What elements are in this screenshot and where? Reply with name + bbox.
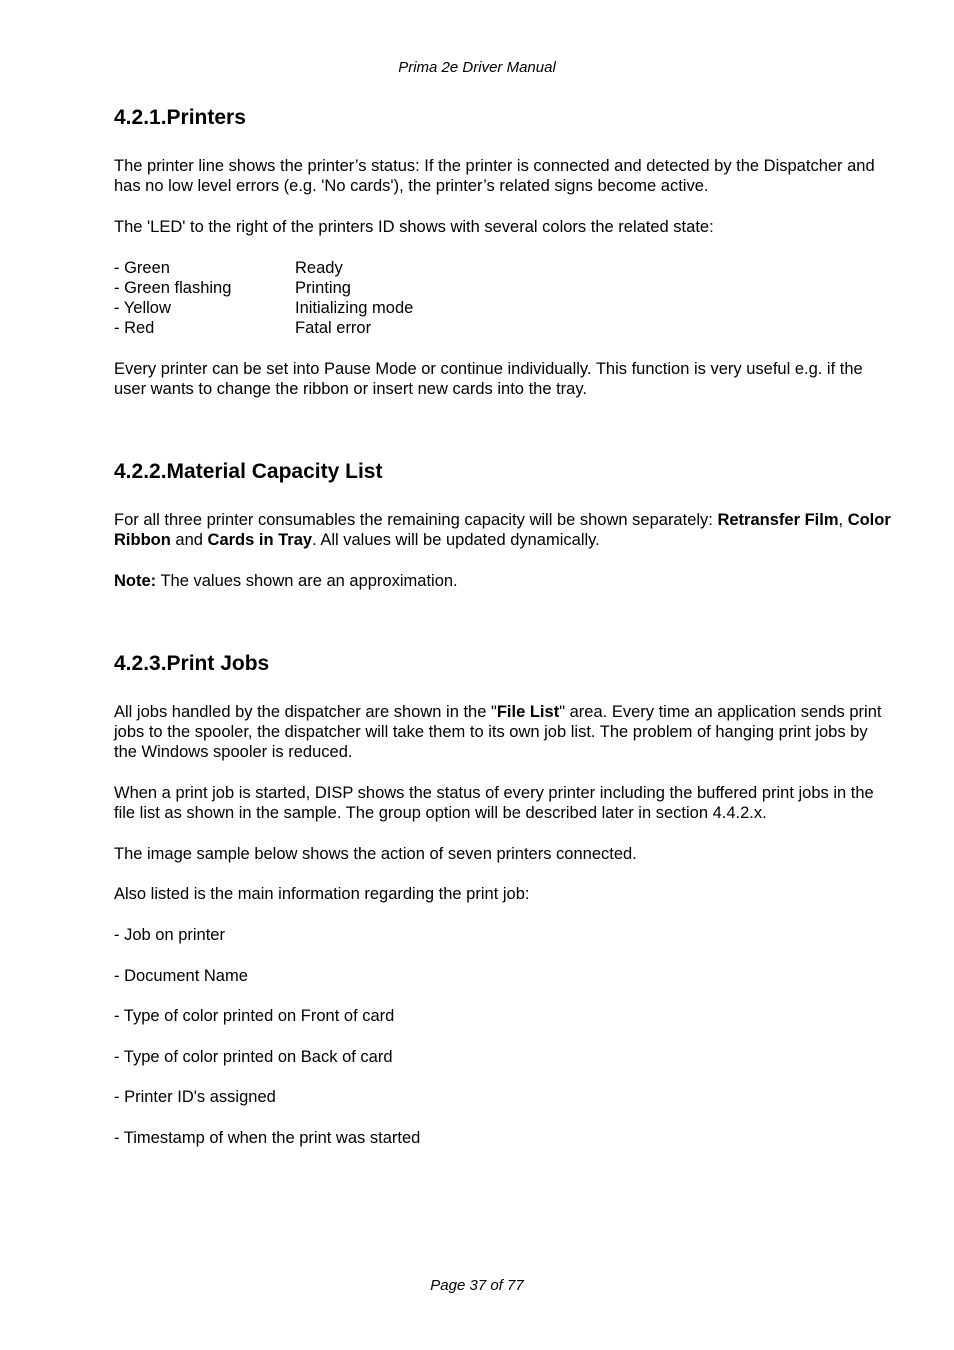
led-state-row bbox=[114, 298, 894, 318]
section-heading-print-jobs: 4.2.3.Print Jobs bbox=[114, 652, 270, 675]
printers-paragraph-3: Every printer can be set into Pause Mode or continue individually. This function is very useful e.g. if the user wants to change the ribbon or insert new cards into the tray. bbox=[114, 360, 863, 399]
led-color-label: - Green bbox=[114, 259, 170, 277]
page-header: Prima 2e Driver Manual bbox=[398, 59, 556, 76]
text-run: " area. Every time an application sends print jobs to the spooler, the dispatcher will take them to its own job list. The problem of hanging print jobs by the Windows spooler is reduced. bbox=[114, 703, 882, 762]
bold-term-file-list: File List bbox=[496, 703, 560, 721]
list-item: - Job on printer bbox=[114, 926, 225, 944]
led-color-label: - Red bbox=[114, 319, 155, 337]
text-run: , bbox=[838, 511, 848, 529]
led-state-value: Ready bbox=[295, 259, 343, 277]
printers-paragraph-1: The printer line shows the printer’s status: If the printer is connected and detected by the Dispatcher and has no low level errors (e.g. 'No cards'), the printer’s related signs become active. bbox=[114, 157, 875, 196]
led-state-row bbox=[114, 278, 894, 298]
led-state-value: Printing bbox=[295, 279, 351, 297]
jobs-paragraph-3: The image sample below shows the action of seven printers connected. bbox=[114, 845, 637, 863]
list-item: - Document Name bbox=[114, 967, 248, 985]
jobs-paragraph-4: Also listed is the main information regarding the print job: bbox=[114, 885, 530, 903]
list-item: - Printer ID's assigned bbox=[114, 1088, 276, 1106]
text-run: For all three printer consumables the remaining capacity will be shown separately: bbox=[114, 511, 718, 529]
led-state-row bbox=[114, 258, 894, 278]
bold-term-color-ribbon: Color Ribbon bbox=[114, 511, 891, 550]
material-paragraph-1 bbox=[114, 510, 894, 550]
material-note bbox=[114, 571, 894, 591]
section-heading-printers: 4.2.1.Printers bbox=[114, 106, 246, 129]
list-item: - Timestamp of when the print was started bbox=[114, 1129, 421, 1147]
text-run: . All values will be updated dynamically. bbox=[312, 531, 600, 550]
text-run: and bbox=[170, 531, 208, 550]
list-item: - Type of color printed on Front of card bbox=[114, 1007, 395, 1025]
bold-term-retransfer-film: Retransfer Film bbox=[717, 511, 839, 529]
led-state-row bbox=[114, 318, 894, 338]
section-heading-material: 4.2.2.Material Capacity List bbox=[114, 460, 383, 483]
led-state-value: Fatal error bbox=[295, 319, 372, 337]
bold-term-cards-in-tray: Cards in Tray bbox=[207, 531, 313, 550]
jobs-paragraph-1 bbox=[114, 702, 894, 763]
led-state-value: Initializing mode bbox=[295, 299, 414, 317]
page-number: Page 37 of 77 bbox=[430, 1277, 524, 1294]
note-text: The values shown are an approximation. bbox=[156, 572, 458, 590]
list-item: - Type of color printed on Back of card bbox=[114, 1048, 393, 1066]
led-color-label: - Yellow bbox=[114, 299, 171, 317]
note-label: Note: bbox=[114, 572, 157, 590]
text-run: All jobs handled by the dispatcher are shown in the " bbox=[114, 703, 497, 721]
led-color-label: - Green flashing bbox=[114, 279, 232, 297]
jobs-paragraph-2: When a print job is started, DISP shows the status of every printer including the buffered print jobs in the file list as shown in the sample. The group option will be described later in section 4.4.2.x. bbox=[114, 784, 874, 823]
printers-paragraph-2: The 'LED' to the right of the printers ID shows with several colors the related state: bbox=[114, 218, 714, 236]
